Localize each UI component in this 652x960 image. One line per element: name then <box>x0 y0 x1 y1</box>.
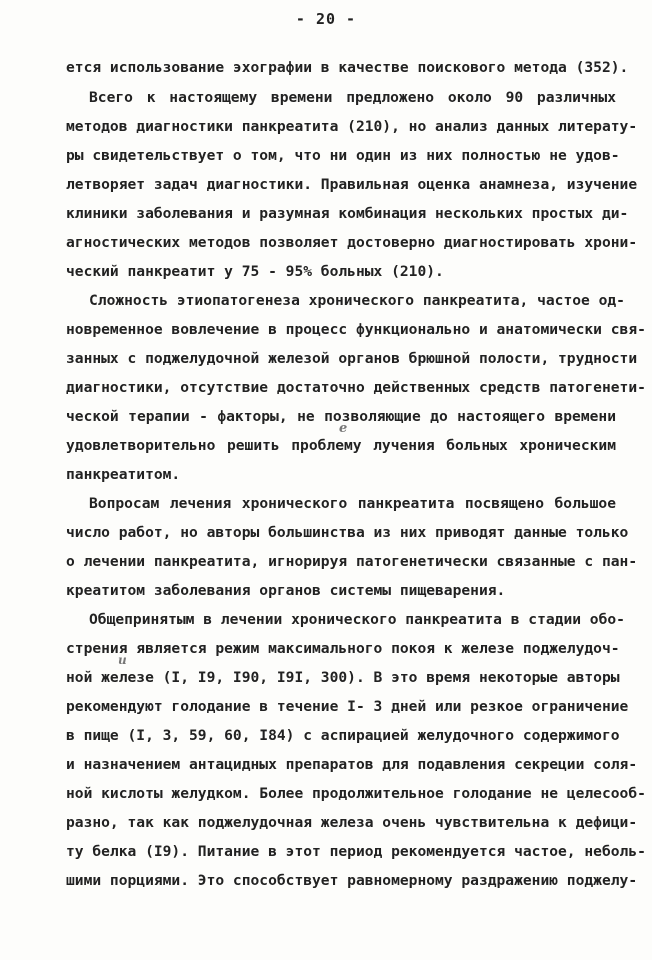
text-line: разно, так как поджелудочная железа очень чувствительна к дефици- <box>66 814 638 831</box>
text-line: рекомендуют голодание в течение I- 3 дней или резкое ограничение <box>66 698 629 715</box>
text-line: ческой терапии - факторы, не позволяющие до настоящего времени <box>66 408 616 425</box>
text-line: ческий панкреатит у 75 - 95% больных (210). <box>66 263 444 280</box>
text-line: в пище (I, 3, 59, 60, I84) с аспирацией желудочного содержимого <box>66 727 620 744</box>
text-line: и назначением антацидных препаратов для подавления секреции соля- <box>66 756 638 773</box>
text-line: агностических методов позволяет достоверно диагностировать хрони- <box>66 234 638 251</box>
text-line: о лечении панкреатита, игнорируя патогенетически связанные с пан- <box>66 553 638 570</box>
text-line: удовлетворительно решить проблему лучения больных хроническим <box>66 437 616 454</box>
text-line: ется использование эхографии в качестве поискового метода (352). <box>66 59 629 76</box>
text-line: методов диагностики панкреатита (210), но анализ данных литерату- <box>66 118 638 135</box>
text-line: ной железе (I, I9, I90, I9I, 300). В это время некоторые авторы <box>66 669 620 686</box>
text-line: ту белка (I9). Питание в этот период рекомендуется частое, неболь- <box>66 843 646 860</box>
text-line: ной кислоты желудком. Более продолжительное голодание не целесооб- <box>66 785 646 802</box>
handwritten-mark-i: и <box>118 653 127 667</box>
text-line: занных с поджелудочной железой органов брюшной полости, трудности <box>66 350 638 367</box>
paragraph-first-line: Общепринятым в лечении хронического панкреатита в стадии обо- <box>89 611 625 628</box>
text-line: шими порциями. Это способствует равномерному раздражению поджелу- <box>66 872 638 889</box>
text-line: летворяет задач диагностики. Правильная оценка анамнеза, изучение <box>66 176 638 193</box>
paragraph-first-line: Вопросам лечения хронического панкреатита посвящено большое <box>89 495 616 512</box>
handwritten-mark-e: е <box>339 421 348 436</box>
text-line: ры свидетельствует о том, что ни один из них полностью не удов- <box>66 147 620 164</box>
text-line: креатитом заболевания органов системы пищеварения. <box>66 582 506 599</box>
text-line: клиники заболевания и разумная комбинация нескольких простых ди- <box>66 205 629 222</box>
text-line: новременное вовлечение в процесс функционально и анатомически свя- <box>66 321 646 338</box>
text-line: число работ, но авторы большинства из них приводят данные только <box>66 524 629 541</box>
text-line: стрения является режим максимального покоя к железе поджелудоч- <box>66 640 620 657</box>
page-number: - 20 - <box>295 10 357 28</box>
paragraph-first-line: Сложность этиопатогенеза хронического панкреатита, частое од- <box>89 292 625 309</box>
text-line: диагностики, отсутствие достаточно действенных средств патогенети- <box>66 379 646 396</box>
paragraph-first-line: Всего к настоящему времени предложено около 90 различных <box>89 89 616 106</box>
text-line: панкреатитом. <box>66 466 181 483</box>
